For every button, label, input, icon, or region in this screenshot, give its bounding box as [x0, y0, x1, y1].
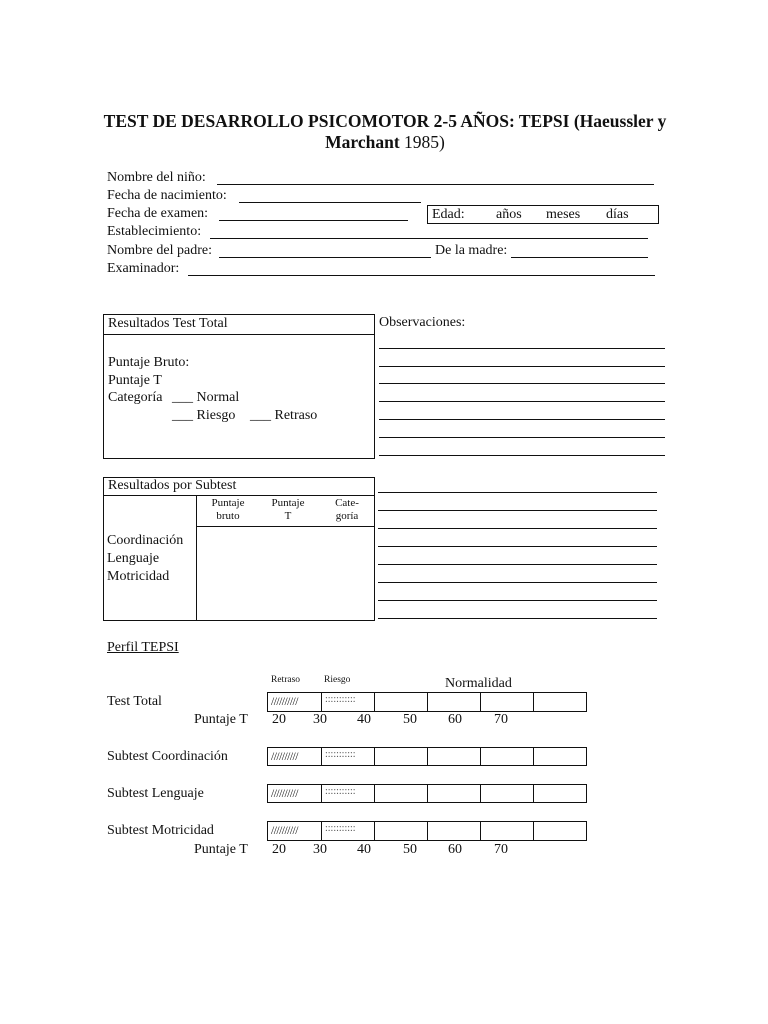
- normal-zone-cell: [533, 693, 586, 711]
- total-results-header: Resultados Test Total: [108, 316, 228, 331]
- father-name-label: Nombre del padre:: [107, 243, 212, 258]
- age-months-label: meses: [546, 207, 581, 222]
- subtest-subheader-divider: [196, 526, 374, 527]
- delay-zone-cell: //////////: [271, 788, 298, 800]
- scale-tick-20: 20: [272, 842, 286, 857]
- age-days-label: días: [606, 207, 629, 222]
- child-name-label: Nombre del niño:: [107, 170, 206, 185]
- delay-zone-label: Retraso: [271, 675, 301, 685]
- normal-zone-cell: [427, 748, 480, 765]
- age-label: Edad:: [432, 207, 465, 222]
- profile-bar-coordination[interactable]: [267, 747, 587, 766]
- profile-row-test-total: Test Total: [107, 694, 162, 709]
- col-t-score-header: [264, 497, 312, 523]
- col-category-header: [324, 497, 370, 523]
- observations-label: Observaciones:: [379, 315, 466, 330]
- col-raw-score-header: [204, 497, 252, 523]
- profile-row-coordination: Subtest Coordinación: [107, 749, 228, 764]
- subtest-header-divider: [104, 495, 374, 496]
- scale-tick-50: 50: [403, 712, 417, 727]
- father-name-field[interactable]: [219, 257, 431, 258]
- establishment-label: Establecimiento:: [107, 224, 202, 239]
- child-name-field[interactable]: [217, 184, 654, 185]
- risk-zone-cell: :::::::::::: [321, 748, 374, 765]
- scale-tick-40: 40: [357, 712, 371, 727]
- exam-date-label: Fecha de examen:: [107, 206, 209, 221]
- observations-line[interactable]: [378, 582, 657, 583]
- observations-line[interactable]: [379, 348, 665, 349]
- risk-zone-label: Riesgo: [324, 675, 351, 685]
- exam-date-field[interactable]: [219, 220, 408, 221]
- risk-zone-cell: :::::::::::: [321, 693, 374, 711]
- subtest-row-coordination: Coordinación: [107, 533, 184, 548]
- title-authors: Marchant: [325, 132, 400, 152]
- category-risk-option[interactable]: ___ Riesgo: [172, 408, 236, 423]
- normal-zone-cell: [533, 748, 586, 765]
- profile-bar-test-total[interactable]: [267, 692, 587, 712]
- observations-line[interactable]: [379, 383, 665, 384]
- birth-date-label: Fecha de nacimiento:: [107, 188, 227, 203]
- category-normal-option[interactable]: ___ Normal: [172, 390, 240, 405]
- t-score-scale-label: Puntaje T: [194, 842, 248, 857]
- normal-zone-cell: [533, 785, 586, 802]
- birth-date-field[interactable]: [239, 202, 421, 203]
- subtest-column-divider: [196, 495, 197, 620]
- risk-zone-cell: :::::::::::: [321, 822, 374, 840]
- profile-bar-language[interactable]: [267, 784, 587, 803]
- observations-line[interactable]: [379, 455, 665, 456]
- profile-row-language: Subtest Lenguaje: [107, 786, 204, 801]
- observations-line[interactable]: [379, 419, 665, 420]
- scale-tick-70: 70: [494, 712, 508, 727]
- observations-line[interactable]: [378, 528, 657, 529]
- form-title: [60, 111, 710, 132]
- normal-zone-cell: [480, 822, 533, 840]
- raw-score-label: Puntaje Bruto:: [108, 355, 190, 370]
- normal-zone-cell: [480, 693, 533, 711]
- examiner-field[interactable]: [188, 275, 655, 276]
- mother-name-field[interactable]: [511, 257, 648, 258]
- scale-tick-30: 30: [313, 842, 327, 857]
- age-box[interactable]: [427, 205, 659, 224]
- normal-zone-cell: [533, 822, 586, 840]
- scale-tick-50: 50: [403, 842, 417, 857]
- observations-line[interactable]: [378, 600, 657, 601]
- establishment-field[interactable]: [210, 238, 648, 239]
- t-score-scale-label: Puntaje T: [194, 712, 248, 727]
- col-raw-score-line1: Puntaje: [211, 497, 245, 509]
- total-results-box: [103, 314, 375, 459]
- mother-name-label: De la madre:: [435, 243, 508, 258]
- normal-zone-cell: [374, 822, 427, 840]
- normal-zone-cell: [480, 748, 533, 765]
- normal-zone-cell: [427, 822, 480, 840]
- delay-zone-cell: //////////: [271, 751, 298, 763]
- scale-tick-30: 30: [313, 712, 327, 727]
- examiner-label: Examinador:: [107, 261, 180, 276]
- observations-line[interactable]: [378, 492, 657, 493]
- category-delay-option[interactable]: ___ Retraso: [250, 408, 318, 423]
- age-years-label: años: [496, 207, 522, 222]
- observations-line[interactable]: [378, 564, 657, 565]
- title-line-1: TEST DE DESARROLLO PSICOMOTOR 2-5 AÑOS: TEPSI (Haeussler y: [103, 111, 667, 131]
- observations-line[interactable]: [379, 366, 665, 367]
- scale-tick-20: 20: [272, 712, 286, 727]
- normal-zone-cell: [374, 693, 427, 711]
- col-category-line2: goría: [335, 510, 359, 522]
- normal-zone-cell: [427, 785, 480, 802]
- total-results-divider: [104, 334, 374, 335]
- normal-zone-cell: [374, 748, 427, 765]
- scale-tick-60: 60: [448, 842, 462, 857]
- subtest-row-motor: Motricidad: [107, 569, 170, 584]
- scale-tick-70: 70: [494, 842, 508, 857]
- subtest-row-language: Lenguaje: [107, 551, 160, 566]
- subtest-results-header: Resultados por Subtest: [108, 478, 237, 493]
- form-title-line-2: [60, 132, 710, 153]
- normal-zone-cell: [480, 785, 533, 802]
- col-t-score-line1: Puntaje: [271, 497, 305, 509]
- observations-line[interactable]: [378, 546, 657, 547]
- col-raw-score-line2: bruto: [216, 510, 240, 522]
- delay-zone-cell: //////////: [271, 825, 298, 837]
- subtest-results-box: [103, 477, 375, 621]
- t-score-label: Puntaje T: [108, 373, 162, 388]
- normal-zone-cell: [374, 785, 427, 802]
- observations-line[interactable]: [379, 401, 665, 402]
- observations-line[interactable]: [378, 510, 657, 511]
- profile-row-motor: Subtest Motricidad: [107, 823, 214, 838]
- scale-tick-40: 40: [357, 842, 371, 857]
- category-label: Categoría: [108, 390, 163, 405]
- normal-zone-label: Normalidad: [445, 676, 512, 691]
- col-category-line1: Cate-: [335, 497, 359, 509]
- profile-bar-motor[interactable]: [267, 821, 587, 841]
- delay-zone-cell: //////////: [271, 696, 298, 708]
- scale-tick-60: 60: [448, 712, 462, 727]
- profile-title: Perfil TEPSI: [107, 640, 179, 655]
- title-year: 1985): [399, 132, 445, 152]
- observations-line[interactable]: [379, 437, 665, 438]
- normal-zone-cell: [427, 693, 480, 711]
- risk-zone-cell: :::::::::::: [321, 785, 374, 802]
- observations-line[interactable]: [378, 618, 657, 619]
- col-t-score-line2: T: [284, 510, 292, 522]
